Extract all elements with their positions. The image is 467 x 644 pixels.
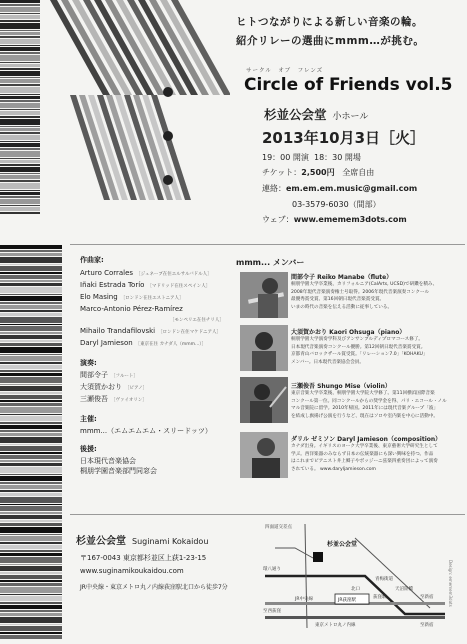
band-stripe (0, 253, 62, 256)
divider-top (70, 244, 465, 245)
bio-4-line-4[interactable]: されている。 www.daryljamieson.com (291, 466, 377, 472)
map-north-label: 至新宿 (420, 595, 434, 600)
composer-note: ［ジュネーブ在住エルサルバドル人］ (136, 272, 212, 277)
start-time: 18：30 開場 (314, 153, 361, 162)
bio-1-line-1: 桐朋学園大学卒業後、カリフォルニア(CalArts, UCSD)で研鑽を積み、 (291, 282, 438, 287)
bio-4-line-3: はこれまでピアニスト井上郷子やボッジーニ弦楽四重奏団によって演奏 (291, 459, 438, 464)
composer-6 (80, 326, 224, 338)
times (262, 152, 361, 163)
band-stripe (0, 512, 62, 514)
performers-list (80, 370, 224, 406)
stripe (0, 143, 40, 147)
band-stripe (0, 356, 62, 361)
composer-1 (80, 268, 224, 280)
band-stripe (0, 283, 62, 286)
bio-3-line-3: マル音楽院に留学。2010年帰国。2011年には現代音楽グループ「波」 (291, 406, 439, 411)
web (262, 214, 407, 225)
footer-url[interactable]: www.suginamikoukaidou.com (80, 567, 184, 575)
composer-7 (80, 338, 224, 350)
band-stripe (0, 362, 62, 364)
stripe (0, 148, 40, 150)
band-stripe (0, 476, 62, 481)
footer-venue-en: Suginami Kokaidou (132, 537, 209, 546)
band-stripe (0, 266, 62, 271)
band-stripe (0, 294, 62, 295)
band-stripe (0, 497, 62, 503)
band-stripe (0, 602, 62, 604)
band-stripe (0, 580, 62, 582)
map-line1-label: JR中央線 (295, 597, 313, 602)
stripe (0, 62, 40, 63)
ticket (262, 167, 374, 178)
band-stripe (0, 332, 62, 334)
stripe (0, 158, 40, 159)
metro-line (265, 616, 445, 619)
band-stripe (0, 617, 62, 623)
performer-note: ［ピアノ］ (125, 386, 148, 391)
concert-title: Circle of Friends vol.5 (244, 75, 453, 95)
member-text-3 (291, 390, 467, 420)
design-credit: Design: ememem3dots (448, 560, 453, 607)
band-stripe (0, 474, 62, 475)
member-bio-4 (291, 434, 467, 473)
performer-name: 大須賀かおり (80, 383, 122, 391)
support-heading: 後援: (80, 445, 97, 453)
contact-phone: 03-3579-6030（間部） (292, 200, 381, 209)
band-stripe (0, 482, 62, 484)
dot-2 (163, 131, 173, 141)
band-stripe (0, 302, 62, 304)
band-stripe (0, 460, 62, 462)
band-stripe (0, 446, 62, 451)
decorative-stripe-graphic (0, 0, 230, 215)
stripe (0, 173, 40, 174)
band-stripe (0, 386, 62, 391)
stripe (0, 68, 40, 70)
band-stripe (0, 403, 62, 406)
performers-heading: 演奏: (80, 359, 97, 367)
performer-2 (80, 382, 224, 394)
venue (264, 105, 368, 123)
contact-label: 連絡： (262, 184, 286, 193)
band-stripe (0, 575, 62, 579)
tagline-line-2: 紹介リレーの選曲にmmm…が挑む。 (236, 35, 425, 47)
band-stripe (0, 594, 62, 595)
composer-note: ［ロンドン在住マケドニア人］ (158, 330, 221, 335)
band-stripe (0, 542, 62, 544)
support-1: 日本現代音楽協会 (80, 457, 136, 465)
band-stripe (0, 527, 62, 533)
divider-bottom (70, 514, 465, 515)
composer-note: ［マドリッド在住スペイン人］ (147, 284, 211, 289)
map-park-label: 四面道交差点 (265, 525, 292, 530)
ticket-price: 2,500円 (301, 168, 335, 177)
bio-3-line-4: を結成し旗揚げ公演を行うなど、現在はソロや室内楽を中心に活動中。 (291, 413, 439, 419)
composer-name: Arturo Corrales (80, 269, 134, 277)
map-street2-label: 青梅街道 (375, 577, 393, 582)
band-stripe (0, 455, 62, 459)
stripe (0, 55, 40, 61)
footer-venue (76, 532, 208, 547)
support-2: 桐朋学園音楽部門同窓会 (80, 467, 157, 475)
band-stripe (0, 250, 62, 252)
band-stripe (0, 313, 62, 316)
band-stripe (0, 317, 62, 323)
band-stripe (0, 395, 62, 399)
stripe (0, 103, 40, 108)
open-time: 19：00 開演 (262, 153, 309, 162)
bio-2-line-4: メンバー。日本現代音楽協会会員。 (291, 359, 364, 365)
performer-name: 間部令子 (80, 371, 108, 379)
map-station-label: JR荻窪駅 (338, 598, 356, 603)
band-stripe (0, 626, 62, 631)
band-stripe (0, 534, 62, 535)
ticket-seat: 全席自由 (342, 168, 375, 177)
band-stripe (0, 437, 62, 443)
map-street1-label: 環八通り (263, 567, 281, 572)
band-stripe (0, 632, 62, 634)
footer-venue-ja: 杉並公会堂 (76, 536, 126, 547)
band-stripe (0, 545, 62, 549)
band-stripe (0, 392, 62, 394)
stripe (0, 94, 40, 95)
member-bio-2 (291, 327, 467, 366)
band-stripe (0, 257, 62, 263)
band-stripe (0, 433, 62, 436)
band-stripe (0, 523, 62, 526)
composer-name: Daryl Jamieson (80, 339, 133, 347)
band-stripe (0, 566, 62, 571)
concert-date: 2013年10月3日［火］ (262, 129, 426, 147)
credits (80, 255, 224, 476)
band-stripe (0, 407, 62, 413)
band-stripe (0, 326, 62, 331)
stripe (0, 100, 40, 102)
band-stripe (0, 272, 62, 274)
member-photo-4 (240, 432, 288, 478)
band-stripe (0, 422, 62, 424)
band-stripe (0, 550, 62, 552)
band-stripe (0, 613, 62, 616)
performer-1 (80, 370, 224, 382)
bio-3-line-2: コンクール第一位。同コンクールからの奨学金を得、パリ・エコール・ノル (291, 398, 447, 404)
band-stripe (0, 485, 62, 489)
band-stripe (0, 493, 62, 496)
bio-2-line-3: 京都青山バロックザール賞受賞。「リレーション7.0」「KOHAKU」 (291, 352, 428, 357)
member-text-2 (291, 336, 467, 366)
access-map (255, 518, 451, 630)
stripe (0, 84, 40, 86)
stripe (0, 96, 40, 99)
band-stripe (0, 264, 62, 265)
stripe (0, 141, 40, 142)
bio-3-line-1: 東京音楽大学卒業後、桐朋学園大学院大学修了。第11回横浜国際音楽 (291, 391, 435, 396)
stripe (0, 190, 40, 191)
stripe (0, 196, 40, 198)
band-stripe (0, 400, 62, 402)
band-stripe (0, 452, 62, 454)
composer-name: Iñaki Estrada Torío (80, 281, 145, 289)
map-line2-label: 東京メトロ丸ノ内線 (315, 623, 356, 628)
ticket-label: チケット： (262, 168, 302, 177)
band-stripe (0, 343, 62, 346)
stripe (0, 180, 40, 182)
member-name-2: 大須賀かおり Kaori Ohsuga（piano） (291, 329, 406, 336)
band-stripe (0, 384, 62, 385)
stripe (0, 111, 40, 115)
band-stripe (0, 596, 62, 601)
band-stripe (0, 287, 62, 293)
stripe (0, 164, 40, 166)
band-stripe (0, 553, 62, 556)
stripe (0, 109, 40, 110)
bio-1-line-3: 最優秀賞受賞、第16回朝日現代音楽賞受賞。 (291, 297, 385, 302)
band-stripe (0, 310, 62, 312)
performer-3 (80, 394, 224, 406)
composer-note: ［東京在住 カナダ人（mmm...）］ (135, 342, 207, 347)
band-stripe (0, 610, 62, 612)
stripe (0, 71, 40, 76)
organizer-heading: 主催: (80, 415, 97, 423)
performer-note: ［ヴァイオリン］ (111, 398, 147, 403)
stripe (0, 151, 40, 157)
band-stripe (0, 354, 62, 355)
band-stripe (0, 635, 62, 639)
web-label: ウェブ： (262, 215, 294, 224)
band-stripe (0, 504, 62, 505)
stripe (0, 183, 40, 189)
bio-2-line-1: 桐朋学園大学演奏学科及びアンサンブルディプロマコース修了。 (291, 337, 424, 342)
band-stripe (0, 340, 62, 342)
member-text-1 (291, 281, 467, 311)
member-photo-3 (240, 377, 288, 423)
band-stripe (0, 275, 62, 279)
member-bio-3 (291, 381, 467, 420)
bio-2-line-2: 日本現代音楽演奏コンクール優勝。第12回朝日現代音楽賞受賞。 (291, 344, 426, 350)
bio-1-line-2: 2008年現代音楽演奏権士号取得。2006年現代音楽演奏コンクール (291, 289, 430, 295)
band-stripe (0, 444, 62, 445)
composer-name: Marco-Antonio Pérez-Ramírez (80, 305, 183, 313)
band-stripe (0, 280, 62, 282)
venue-marker (313, 552, 323, 562)
band-stripe (0, 416, 62, 421)
map-south-label: 至西荻窪 (263, 609, 281, 614)
band-stripe (0, 373, 62, 376)
performer-name: 三瀬俊吾 (80, 395, 108, 403)
band-stripe (0, 605, 62, 609)
footer-access: JR中央線・東京メトロ丸ノ内線荻窪駅北口から徒歩7分 (80, 584, 228, 591)
band-stripe (0, 587, 62, 593)
title-ruby: サークル オブ フレンズ (246, 68, 324, 74)
stripe (0, 77, 40, 78)
composer-4 (80, 304, 224, 314)
band-stripe (0, 506, 62, 511)
band-stripe (0, 370, 62, 372)
band-stripe (0, 572, 62, 574)
band-stripe (0, 536, 62, 541)
stripe (0, 132, 40, 134)
stripe (0, 212, 40, 214)
band-stripe (0, 430, 62, 432)
bio-4-line-1: カナダ出身。イギリスのヨーク大学卒業後、東京藝術大学研究生として (291, 444, 438, 449)
map-church-label: 天沼陸橋 (395, 587, 413, 592)
dot-1 (163, 87, 173, 97)
band-stripe (0, 347, 62, 353)
stripe (0, 116, 40, 118)
band-stripe (0, 564, 62, 565)
band-stripe (0, 467, 62, 473)
dot-3 (163, 175, 173, 185)
stripe (0, 167, 40, 172)
band-stripe (0, 425, 62, 429)
contact-email[interactable]: em.em.em.music@gmail.com (286, 184, 418, 193)
band-stripe (0, 515, 62, 519)
stripe (0, 79, 40, 83)
stripe (0, 205, 40, 206)
band-stripe (0, 583, 62, 586)
map-venue-label: 杉並公会堂 (327, 541, 358, 548)
stripe (0, 128, 40, 131)
band-stripe (0, 520, 62, 522)
member-name-3: 三瀬俊吾 Shungo Mise（violin） (291, 383, 391, 390)
composer-name: Mihailo Trandafilovski (80, 327, 156, 335)
stripe (0, 119, 40, 125)
stripe (0, 160, 40, 163)
band-stripe (0, 557, 62, 563)
members-heading: mmm... メンバー (236, 258, 305, 267)
member-text-4 (291, 443, 467, 473)
band-stripe (0, 324, 62, 325)
band-stripe (0, 365, 62, 369)
member-name-4: ダリル ゼミソン Daryl Jamieson（composition） (291, 436, 442, 443)
performer-note: ［フルート］ (111, 374, 138, 379)
stripe (0, 87, 40, 93)
band-stripe (0, 305, 62, 309)
stripe (0, 192, 40, 195)
footer-address: 〒167-0043 東京都杉並区上荻1-23-15 (80, 554, 207, 562)
member-name-1: 間部令子 Reiko Manabe（flute） (291, 274, 393, 281)
band-stripe (0, 490, 62, 492)
composer-2 (80, 280, 224, 292)
tagline-line-1: ヒトつながりによる新しい音楽の輪。 (236, 16, 423, 28)
organizer: mmm...（エムエムエム・スリードッツ） (80, 427, 212, 435)
web-url[interactable]: www.ememem3dots.com (293, 215, 407, 224)
composer-5 (80, 314, 224, 326)
composers-list (80, 268, 224, 350)
map-exit-label: 北口 (351, 587, 360, 592)
member-photo-2 (240, 325, 288, 371)
venue-hall: 小ホール (332, 112, 369, 122)
band-stripe (0, 463, 62, 466)
stripe (0, 64, 40, 67)
stripe (0, 207, 40, 211)
stripe (0, 175, 40, 179)
stripe (0, 199, 40, 204)
band-stripe (0, 296, 62, 301)
contact (262, 183, 417, 194)
composer-name: Elo Masing (80, 293, 118, 301)
map-east-label: 至新宿 (420, 623, 434, 628)
member-photo-1 (240, 272, 288, 318)
member-bio-1 (291, 272, 467, 311)
composers-heading: 作曲家: (80, 256, 104, 264)
band-stripe (0, 335, 62, 339)
bio-1-line-4: いまの時代の音楽を伝える活動に従事している。 (291, 304, 393, 310)
composer-3 (80, 292, 224, 304)
band-stripe (0, 377, 62, 383)
bio-4-line-2: 学ぶ。西洋楽器のみならず日本の伝統楽器にも深い興味を持つ。作品 (291, 451, 434, 457)
composer-note: ［ロンドン在住エストニア人］ (120, 296, 184, 301)
left-stripe-band (0, 245, 62, 640)
stripe (0, 126, 40, 127)
map-bank-label: 荻窪駅 (373, 595, 387, 600)
band-stripe (0, 624, 62, 625)
stripe (0, 135, 40, 140)
composer-note: ［モンペリエ在住チリ人］ (170, 318, 224, 323)
band-stripe (0, 414, 62, 415)
band-stripe (0, 245, 62, 249)
venue-name: 杉並公会堂 (264, 107, 327, 122)
